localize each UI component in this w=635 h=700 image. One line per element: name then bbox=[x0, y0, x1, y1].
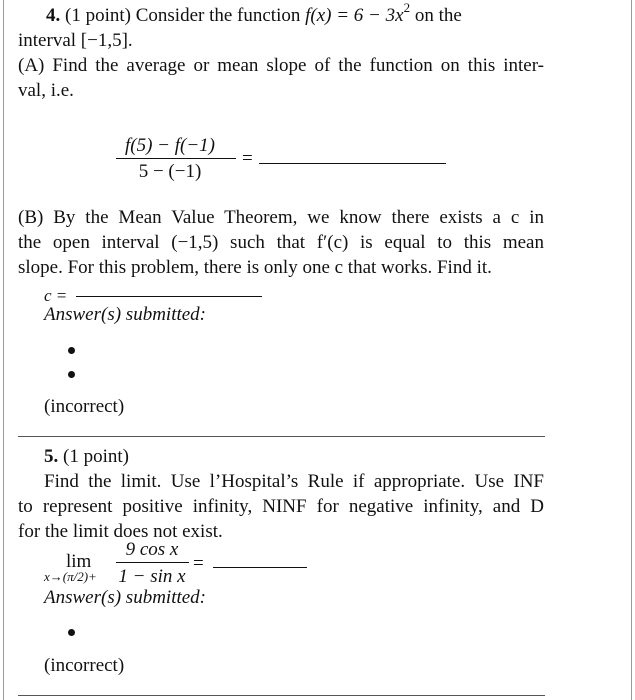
problem-5-line-1: Find the limit. Use l’Hospital’s Rule if appropriate. Use INF bbox=[44, 471, 544, 492]
problem-5-answers-submitted-label: Answer(s) submitted: bbox=[44, 587, 207, 608]
fraction-denominator: 5 − (−1) bbox=[138, 161, 202, 182]
problem-4-part-b-line-2: the open interval (−1,5) such that f′(c) is equal to this mean bbox=[18, 232, 544, 253]
problem-4-status: (incorrect) bbox=[44, 396, 125, 417]
problem-4-submitted-bullet-2 bbox=[68, 371, 75, 378]
limit-equals-sign: = bbox=[193, 553, 204, 574]
problem-4-interval: interval [−1,5]. bbox=[18, 30, 133, 51]
problem-4-part-a-line-1: (A) Find the average or mean slope of the function on this inter- bbox=[18, 55, 544, 76]
page-left-border bbox=[3, 0, 4, 700]
lim-subscript: x→(π/2)+ bbox=[44, 569, 97, 584]
problem-5-line-3: for the limit does not exist. bbox=[18, 521, 223, 542]
problem-4-part-b-line-1: (B) By the Mean Value Theorem, we know there exists a c in bbox=[18, 207, 544, 228]
problem-5-number: 5. bbox=[44, 446, 59, 467]
limit-numerator: 9 cos x bbox=[125, 539, 179, 560]
problem-4-part-b-line-3: slope. For this problem, there is only one c that works. Find it. bbox=[18, 257, 492, 278]
problem-4-answers-submitted-label: Answer(s) submitted: bbox=[44, 304, 207, 325]
problem-5-header bbox=[44, 444, 129, 469]
problem-4-header-line bbox=[46, 0, 462, 28]
page-right-border bbox=[631, 0, 632, 700]
limit-denominator: 1 − sin x bbox=[118, 566, 186, 587]
lim-operator: lim bbox=[66, 551, 92, 572]
problem-4-on-the: on the bbox=[414, 5, 462, 26]
problem-4-function: f(x) = 6 − 3x bbox=[305, 5, 404, 26]
bottom-separator bbox=[18, 695, 545, 696]
average-slope-answer-input[interactable] bbox=[259, 163, 446, 164]
problem-5-status: (incorrect) bbox=[44, 655, 125, 676]
limit-answer-input[interactable] bbox=[213, 567, 307, 568]
problem-4-points: (1 point) bbox=[65, 5, 131, 26]
problem-4-intro: Consider the function bbox=[135, 5, 301, 26]
equals-sign: = bbox=[242, 148, 253, 169]
c-label: c = bbox=[44, 286, 68, 305]
c-answer-input[interactable] bbox=[76, 296, 262, 297]
problem-5-submitted-bullet bbox=[68, 629, 75, 636]
problem-4-exponent: 2 bbox=[403, 0, 411, 15]
problem-4-number: 4. bbox=[46, 5, 61, 26]
problem-4-part-a-line-2: val, i.e. bbox=[18, 80, 74, 101]
problem-separator bbox=[18, 436, 545, 437]
problem-5-line-2: to represent positive infinity, NINF for negative infinity, and D bbox=[18, 496, 544, 517]
problem-4-submitted-bullet-1 bbox=[68, 347, 75, 354]
fraction-numerator: f(5) − f(−1) bbox=[124, 135, 215, 156]
limit-fraction-bar bbox=[116, 562, 189, 563]
problem-5-points: (1 point) bbox=[63, 446, 129, 467]
